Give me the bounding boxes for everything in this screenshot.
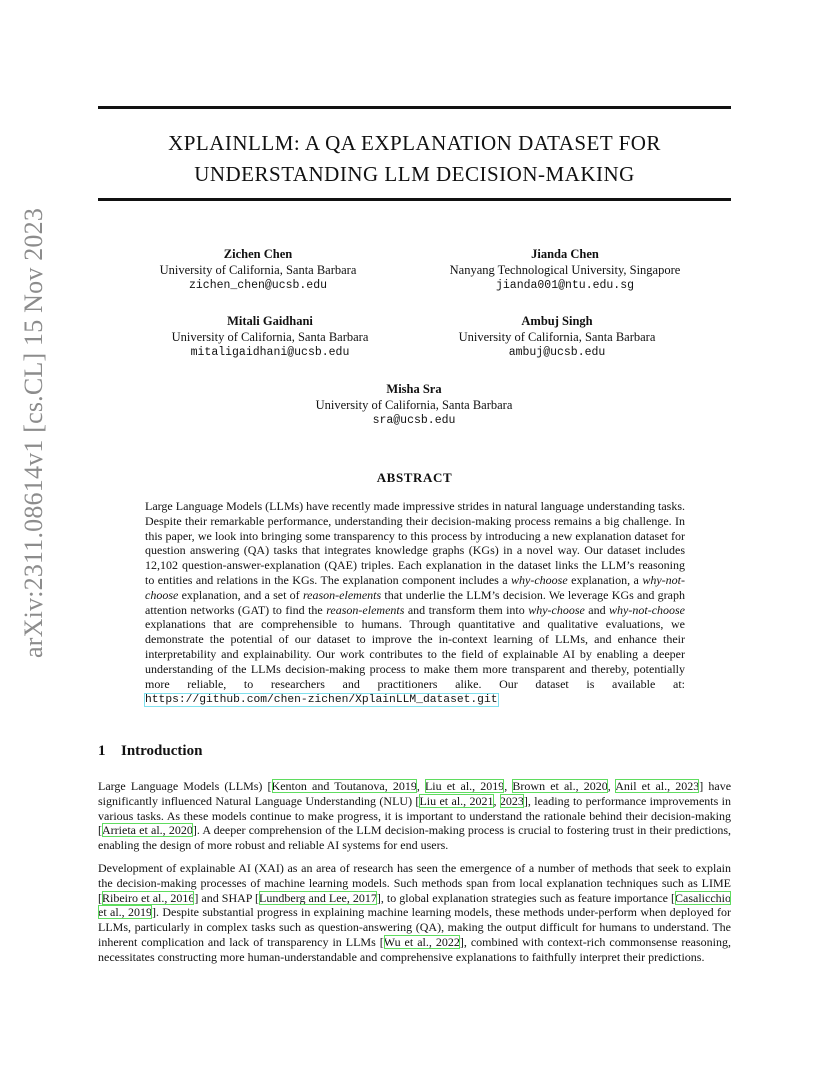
title-line-1: XPLAINLLM: A QA EXPLANATION DATASET FOR	[168, 131, 661, 155]
citation-link[interactable]: Brown et al., 2020	[512, 779, 608, 793]
intro-paragraph-1: Large Language Models (LLMs) [Kenton and Toutanova, 2019, Liu et al., 2019, Brown et al., 2020, Anil et al., 2023] have significantly influenced Natural Language Understanding (NLU) [Liu et al., 2021, 2023], leading to performance improvements in various tasks. As these models continue to make progress, it is important to understand the rationale behind their decision-making [Arrieta et al., 2020]. A deeper comprehension of the LLM decision-making process is crucial to fostering trust in their predictions, enabling the design of more robust and reliable AI systems for end users.	[98, 779, 732, 853]
citation-link[interactable]: Arrieta et al., 2020	[102, 823, 193, 838]
author-affiliation: Nanyang Technological University, Singapore	[449, 262, 681, 277]
title-bottom-rule	[98, 198, 731, 201]
author-email[interactable]: sra@ucsb.edu	[372, 414, 456, 427]
author-affiliation: University of California, Santa Barbara	[458, 329, 656, 344]
citation-link[interactable]: Liu et al., 2021	[419, 793, 494, 808]
paper-title	[98, 128, 731, 190]
author-name: Ambuj Singh	[521, 314, 593, 328]
author-name: Zichen Chen	[223, 247, 293, 261]
section-heading	[98, 743, 202, 760]
author-name: Mitali Gaidhani	[227, 314, 313, 328]
author-block	[120, 314, 420, 361]
author-email[interactable]: ambuj@ucsb.edu	[508, 346, 606, 359]
intro-paragraph-2: Development of explainable AI (XAI) as an area of research has seen the emergence of a number of methods that seek to explain the decision-making processes of machine learning models. Such methods span from local explanation techniques such as LIME [Ribeiro et al., 2016] and SHAP [Lundberg and Lee, 2017], to global explanation strategies such as feature importance [Casalicchio et al., 2019]. Despite substantial progress in explaining machine learning models, these methods under-perform when deployed for LLMs, particularly in complex tasks such as question-answering (QA), making the output difficult for humans to understand. The inherent complication and lack of transparency in LLMs [Wu et al., 2022], combined with context-rich commonsense reasoning, necessitates constructing more human-understandable and comprehensive explanations to faithfully interpret their predictions.	[98, 861, 731, 964]
author-affiliation: University of California, Santa Barbara	[159, 262, 357, 277]
citation-link[interactable]: Wu et al., 2022	[383, 934, 460, 949]
section-number: 1	[98, 743, 106, 759]
author-affiliation: University of California, Santa Barbara	[315, 397, 513, 412]
author-email[interactable]: zichen_chen@ucsb.edu	[188, 279, 328, 292]
abstract-body: Large Language Models (LLMs) have recently made impressive strides in natural language understanding tasks. Despite their remarkable performance, understanding their decision-making process remains a big challenge. In this paper, we look into bringing some transparency to this process by introducing a new explanation dataset for question answering (QA) tasks that integrates knowledge graphs (KGs) in a novel way. Our dataset includes 12,102 question-answer-explanation (QAE) triples. Each explanation in the dataset links the LLM’s reasoning to entities and relations in the KGs. The explanation component includes a why-choose explanation, a why-not-choose explanation, and a set of reason-elements that underlie the LLM’s decision. We leverage KGs and graph attention networks (GAT) to find the reason-elements and transform them into why-choose and why-not-choose explanations that are comprehensible to humans. Through quantitative and qualitative evaluations, we demonstrate the potential of our dataset to improve the in-context learning of LLMs, and enhance their interpretability and explainability. Our work contributes to the field of explainable AI by enabling a deeper understanding of the LLMs decision-making process to make them more transparent and thereby, potentially more reliable, to researchers and practitioners alike. Our dataset is available at: https://github.com/chen-zichen/XplainLLM_dataset.git	[145, 499, 686, 707]
citation-link[interactable]: Ribeiro et al., 2016	[102, 890, 195, 905]
section-title: Introduction	[121, 743, 203, 759]
author-email[interactable]: jianda001@ntu.edu.sg	[495, 279, 635, 292]
citation-link[interactable]: Lundberg and Lee, 2017	[259, 890, 377, 905]
citation-link[interactable]: Casalicchio et al., 2019	[98, 890, 731, 920]
author-email[interactable]: mitaligaidhani@ucsb.edu	[190, 346, 350, 359]
title-line-2: UNDERSTANDING LLM DECISION-MAKING	[194, 162, 635, 186]
title-top-rule	[98, 106, 731, 109]
citation-link[interactable]: Liu et al., 2019	[424, 779, 505, 793]
arxiv-identifier: arXiv:2311.08614v1 [cs.CL] 15 Nov 2023	[19, 207, 48, 658]
citation-link[interactable]: Kenton and Toutanova, 2019	[271, 779, 417, 793]
citation-link[interactable]: 2023	[499, 793, 524, 808]
author-block	[108, 247, 408, 294]
author-name: Jianda Chen	[531, 247, 599, 261]
citation-link[interactable]: Anil et al., 2023	[615, 779, 700, 793]
author-affiliation: University of California, Santa Barbara	[171, 329, 369, 344]
author-block	[407, 314, 707, 361]
author-name: Misha Sra	[386, 382, 442, 396]
author-block	[415, 247, 715, 294]
abstract-heading: ABSTRACT	[376, 470, 453, 485]
dataset-link[interactable]: https://github.com/chen-zichen/XplainLLM_dataset.git	[145, 694, 498, 707]
author-block	[264, 382, 564, 429]
